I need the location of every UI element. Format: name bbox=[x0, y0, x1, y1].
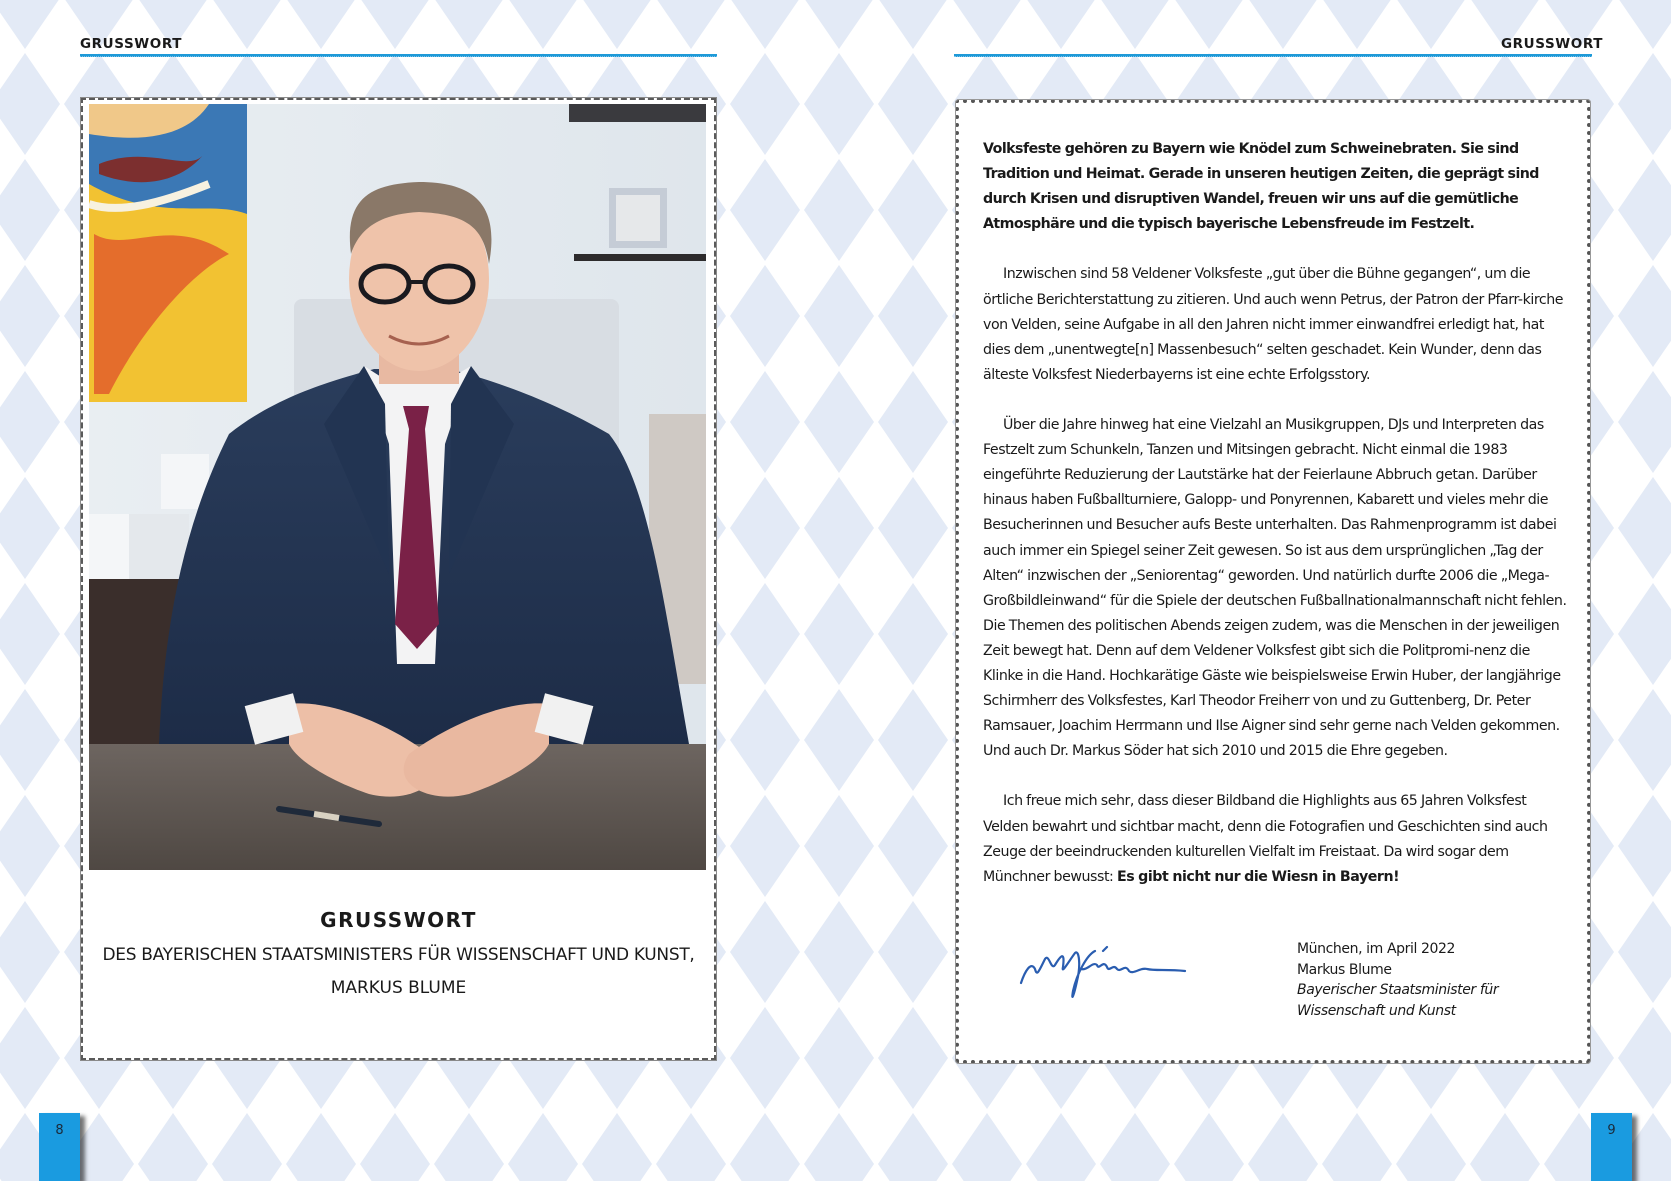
page-number-right: 9 bbox=[1591, 1113, 1632, 1181]
paragraph-2: Inzwischen sind 58 Veldener Volksfeste „gut über die Bühne gegangen“, um die örtliche Berichterstattung zu zitieren. Und auch wenn Petrus, der Patron der Pfarr-kirche von Velden, seine Aufgabe in all den Jahren nicht immer einwandfrei erledigt hat, hat dies dem „unentwegte[n] Massenbesuch“ selten geschadet. Kein Wunder, denn das älteste Volksfest Niederbayerns ist eine echte Erfolgsstory. bbox=[983, 266, 1564, 383]
portrait-photo bbox=[89, 104, 706, 870]
paragraph-3: Über die Jahre hinweg hat eine Vielzahl an Musikgruppen, DJs und Interpreten das Festzelt zum Schunkeln, Tanzen und Mitsingen gebracht. Nicht einmal die 1983 eingeführte Reduzierung der Lautstärke hat der Feierlaune Abbruch getan. Darüber hinaus haben Fußballturniere, Galopp- und Ponyrennen, Kabarett und vieles mehr die Besucherinnen und Besucher aufs Beste unterhalten. Das Rahmenprogramm ist dabei auch immer ein Spiegel seiner Zeit gewesen. So ist aus dem ursprünglichen „Tag der Alten“ inzwischen der „Seniorentag“ geworden. Und natürlich durfte 2006 die „Mega-Großbildleinwand“ für die Spiele der deutschen Fußballnationalmannschaft nicht fehlen. Die Themen des politischen Abends zeigen zudem, was die Menschen in der jeweiligen Zeit bewegt hat. Denn auf dem Veldener Volksfest gibt sich die Politpromi-nenz die Klinke in die Hand. Hochkarätige Gäste wie beispielsweise Erwin Huber, der langjährige Schirmherr des Volksfestes, Karl Theodor Freiherr von und zu Guttenberg, Dr. Peter Ramsauer, Joachim Herrmann und Ilse Aigner sind sehr gerne nach Velden gekommen. Und auch Dr. Markus Söder hat sich 2010 und 2015 die Ehre gegeben. bbox=[983, 417, 1567, 760]
letter-body bbox=[983, 137, 1568, 915]
signatory-title-line1: Bayerischer Staatsminister für bbox=[1297, 982, 1499, 998]
closing-bold-statement: Es gibt nicht nur die Wiesn in Bayern! bbox=[1116, 868, 1400, 885]
paragraph-4 bbox=[983, 789, 1568, 889]
signatory-name: Markus Blume bbox=[1297, 961, 1392, 978]
signatory-title-line2: Wissenschaft und Kunst bbox=[1297, 1002, 1456, 1019]
left-running-header: GRUSSWORT bbox=[80, 36, 183, 52]
portrait-frame bbox=[80, 97, 717, 1061]
signature-block bbox=[1297, 939, 1498, 1021]
paragraph-4-text: Ich freue mich sehr, dass dieser Bildband die Highlights aus 65 Jahren Volksfest Velden bewahrt und sichtbar macht, denn die Fotografien und Geschichten sind auch Zeuge der beeindruckenden kulturellen Vielfalt im Freistaat. Da wird sogar dem Münchner bewusst: bbox=[983, 793, 1548, 885]
handwritten-signature bbox=[1017, 941, 1217, 1011]
place-date: München, im April 2022 bbox=[1297, 941, 1456, 957]
left-header-rule bbox=[80, 54, 717, 57]
right-header-rule bbox=[954, 54, 1592, 57]
caption-title: GRUSSWORT bbox=[320, 908, 477, 932]
intro-paragraph: Volksfeste gehören zu Bayern wie Knödel zum Schweinebraten. Sie sind Tradition und Heimat. Gerade in unseren heutigen Zeiten, die geprägt sind durch Krisen und disruptiven Wandel, freuen wir uns auf die gemütliche Atmosphäre und die typisch bayerische Lebensfreude im Festzelt. bbox=[983, 141, 1539, 233]
caption-name: MARKUS BLUME bbox=[330, 978, 467, 998]
right-running-header: GRUSSWORT bbox=[1501, 36, 1604, 52]
letter-frame bbox=[955, 99, 1591, 1064]
page-number-left: 8 bbox=[39, 1113, 80, 1181]
caption-subtitle: DES BAYERISCHEN STAATSMINISTERS FÜR WISSENSCHAFT UND KUNST, bbox=[102, 945, 695, 965]
